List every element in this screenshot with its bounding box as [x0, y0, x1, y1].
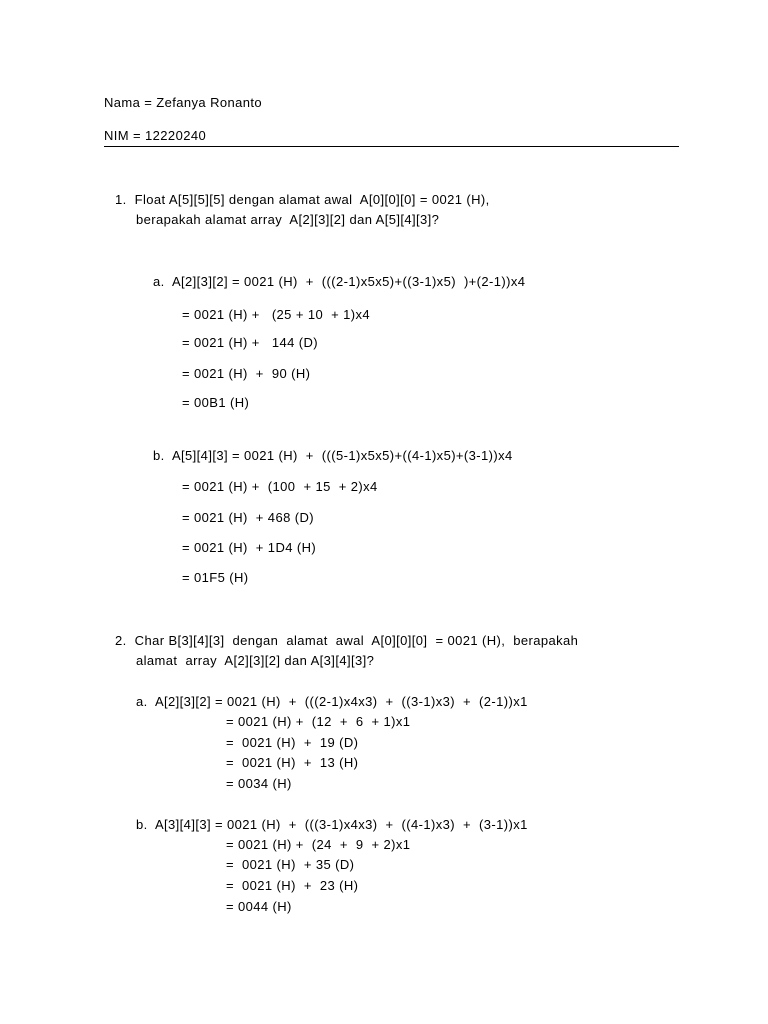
q2a-step-4: = 0034 (H): [226, 776, 292, 791]
q1b-step-2: = 0021 (H) + 468 (D): [182, 510, 314, 525]
q2a-step-1: = 0021 (H) + (12 + 6 + 1)x1: [226, 714, 411, 729]
q1a-step-0: a. A[2][3][2] = 0021 (H) + (((2-1)x5x5)+((3-1)x5) )+(2-1))x4: [153, 274, 526, 289]
q1a-step-1: = 0021 (H) + (25 + 10 + 1)x4: [182, 307, 371, 322]
question-2-line-1: 2. Char B[3][4][3] dengan alamat awal A[0][0][0] = 0021 (H), berapakah: [115, 633, 579, 648]
q2a-step-2: = 0021 (H) + 19 (D): [226, 735, 359, 750]
nim-line: NIM = 12220240: [104, 128, 207, 143]
q1a-step-3: = 0021 (H) + 90 (H): [182, 366, 311, 381]
q1b-step-1: = 0021 (H) + (100 + 15 + 2)x4: [182, 479, 378, 494]
q2b-step-0: b. A[3][4][3] = 0021 (H) + (((3-1)x4x3) + ((4-1)x3) + (3-1))x1: [136, 817, 528, 832]
q1b-step-4: = 01F5 (H): [182, 570, 249, 585]
q1a-step-2: = 0021 (H) + 144 (D): [182, 335, 318, 350]
q2b-step-3: = 0021 (H) + 23 (H): [226, 878, 359, 893]
name-line: Nama = Zefanya Ronanto: [104, 95, 263, 110]
q1b-step-3: = 0021 (H) + 1D4 (H): [182, 540, 317, 555]
q2b-step-1: = 0021 (H) + (24 + 9 + 2)x1: [226, 837, 411, 852]
q1b-step-0: b. A[5][4][3] = 0021 (H) + (((5-1)x5x5)+((4-1)x5)+(3-1))x4: [153, 448, 513, 463]
q2a-step-3: = 0021 (H) + 13 (H): [226, 755, 359, 770]
header-divider: [104, 146, 679, 147]
q1a-step-4: = 00B1 (H): [182, 395, 250, 410]
question-1-line-1: 1. Float A[5][5][5] dengan alamat awal A[0][0][0] = 0021 (H),: [115, 192, 490, 207]
question-2-line-2: alamat array A[2][3][2] dan A[3][4][3]?: [136, 653, 375, 668]
q2a-step-0: a. A[2][3][2] = 0021 (H) + (((2-1)x4x3) + ((3-1)x3) + (2-1))x1: [136, 694, 528, 709]
q2b-step-2: = 0021 (H) + 35 (D): [226, 857, 355, 872]
q2b-step-4: = 0044 (H): [226, 899, 292, 914]
question-1-line-2: berapakah alamat array A[2][3][2] dan A[5][4][3]?: [136, 212, 440, 227]
